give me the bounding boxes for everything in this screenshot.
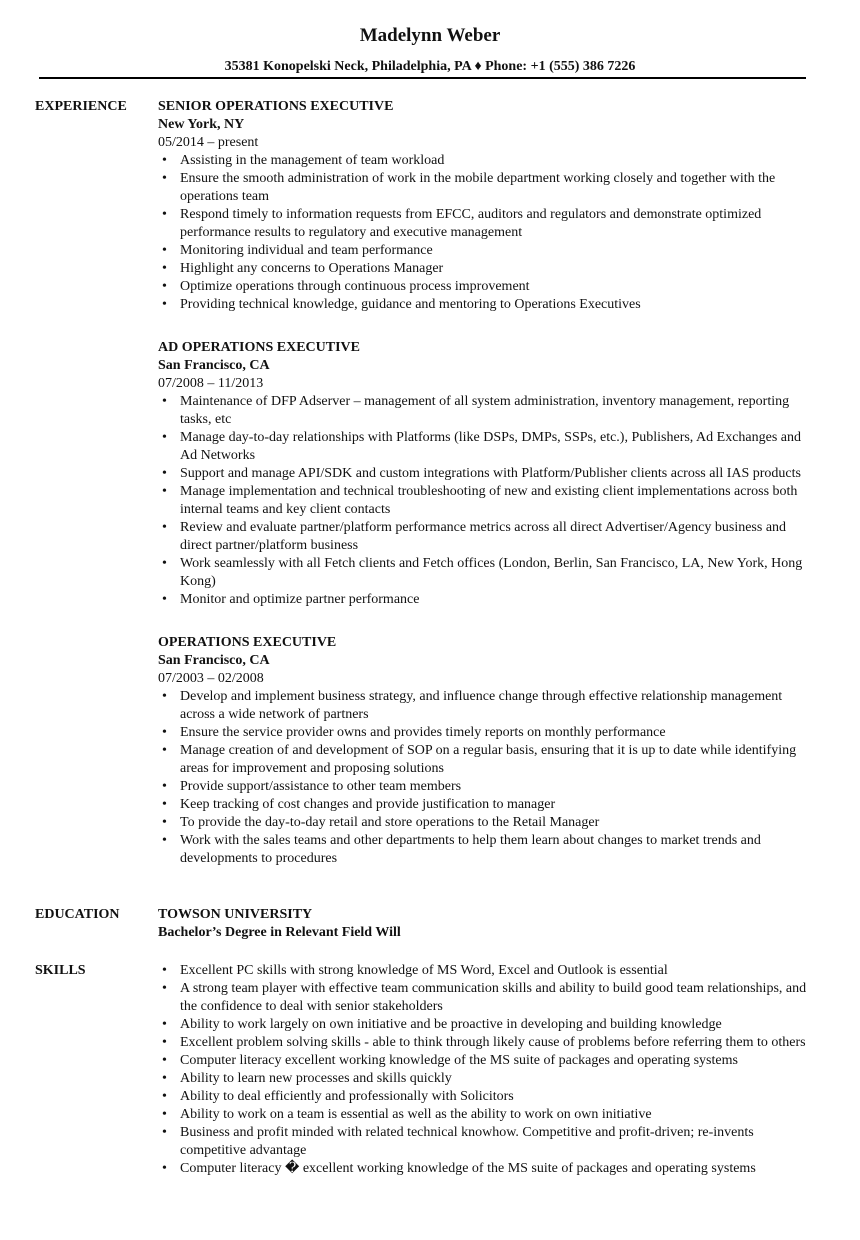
education-body	[158, 906, 813, 942]
list-item: • Ability to work largely on own initiative and be proactive in developing and building knowledge	[158, 1016, 813, 1034]
resume-header	[0, 24, 860, 76]
skills-body	[158, 962, 813, 1178]
list-item: • A strong team player with effective team communication skills and ability to build good team relationships, and the confidence to deal with senior stakeholders	[158, 980, 813, 1016]
list-item: • Maintenance of DFP Adserver – management of all system administration, inventory management, reporting tasks, etc	[158, 393, 813, 429]
degree: Bachelor’s Degree in Relevant Field Will	[158, 925, 401, 940]
list-item: • To provide the day-to-day retail and store operations to the Retail Manager	[158, 814, 813, 832]
job-title: SENIOR OPERATIONS EXECUTIVE	[158, 99, 394, 114]
list-item: • Respond timely to information requests from EFCC, auditors and regulators and demonstrate optimized performance results to regulatory and executive management	[158, 206, 813, 242]
list-item: • Review and evaluate partner/platform performance metrics across all direct Advertiser/Agency business and direct partner/platform business	[158, 519, 813, 555]
list-item: • Highlight any concerns to Operations Manager	[158, 260, 813, 278]
list-item: • Manage implementation and technical troubleshooting of new and existing client implementations across both internal teams and key client contacts	[158, 483, 813, 519]
list-item: • Ensure the service provider owns and provides timely reports on monthly performance	[158, 724, 813, 742]
list-item: • Computer literacy excellent working knowledge of the MS suite of packages and operating systems	[158, 1052, 813, 1070]
list-item: • Excellent PC skills with strong knowledge of MS Word, Excel and Outlook is essential	[158, 962, 813, 980]
job-bullets	[158, 688, 813, 868]
job-location: New York, NY	[158, 117, 245, 132]
list-item: • Business and profit minded with related technical knowhow. Competitive and profit-driven; re-invents competitive advantage	[158, 1124, 813, 1160]
job-entry	[158, 339, 813, 609]
list-item: • Work with the sales teams and other departments to help them learn about changes to market trends and developments to procedures	[158, 832, 813, 868]
skills-label: SKILLS	[35, 963, 86, 978]
list-item: • Ability to deal efficiently and professionally with Solicitors	[158, 1088, 813, 1106]
education-label: EDUCATION	[35, 907, 120, 922]
list-item: • Manage creation of and development of SOP on a regular basis, ensuring that it is up to date while identifying areas for improvement and proposing solutions	[158, 742, 813, 778]
job-entry	[158, 634, 813, 868]
candidate-name: Madelynn Weber	[359, 25, 501, 46]
list-item: • Ability to work on a team is essential as well as the ability to work on own initiative	[158, 1106, 813, 1124]
list-item: • Manage day-to-day relationships with Platforms (like DSPs, DMPs, SSPs, etc.), Publishers, Ad Exchanges and Ad Networks	[158, 429, 813, 465]
job-location: San Francisco, CA	[158, 358, 270, 373]
job-title: OPERATIONS EXECUTIVE	[158, 635, 337, 650]
contact-line: 35381 Konopelski Neck, Philadelphia, PA ♦ Phone: +1 (555) 386 7226	[224, 59, 636, 74]
job-location: San Francisco, CA	[158, 653, 270, 668]
list-item: • Optimize operations through continuous process improvement	[158, 278, 813, 296]
school-name: TOWSON UNIVERSITY	[158, 907, 313, 922]
list-item: • Providing technical knowledge, guidance and mentoring to Operations Executives	[158, 296, 813, 314]
list-item: • Computer literacy � excellent working knowledge of the MS suite of packages and operating systems	[158, 1160, 813, 1178]
list-item: • Keep tracking of cost changes and provide justification to manager	[158, 796, 813, 814]
job-title: AD OPERATIONS EXECUTIVE	[158, 340, 360, 355]
job-dates: 07/2008 – 11/2013	[158, 376, 264, 391]
job-entry	[158, 98, 813, 314]
list-item: • Monitor and optimize partner performance	[158, 591, 813, 609]
list-item: • Provide support/assistance to other team members	[158, 778, 813, 796]
list-item: • Assisting in the management of team workload	[158, 152, 813, 170]
job-dates: 07/2003 – 02/2008	[158, 671, 264, 686]
skills-list	[158, 962, 813, 1178]
header-divider	[39, 77, 806, 79]
list-item: • Ability to learn new processes and skills quickly	[158, 1070, 813, 1088]
list-item: • Excellent problem solving skills - able to think through likely cause of problems before referring them to others	[158, 1034, 813, 1052]
list-item: • Monitoring individual and team performance	[158, 242, 813, 260]
job-bullets	[158, 393, 813, 609]
list-item: • Ensure the smooth administration of work in the mobile department working closely and together with the operations team	[158, 170, 813, 206]
list-item: • Support and manage API/SDK and custom integrations with Platform/Publisher clients across all IAS products	[158, 465, 813, 483]
experience-body	[158, 98, 813, 868]
job-bullets	[158, 152, 813, 314]
list-item: • Work seamlessly with all Fetch clients and Fetch offices (London, Berlin, San Francisco, LA, New York, Hong Kong)	[158, 555, 813, 591]
job-dates: 05/2014 – present	[158, 135, 259, 150]
experience-label: EXPERIENCE	[35, 99, 127, 114]
list-item: • Develop and implement business strategy, and influence change through effective relationship management across a wide network of partners	[158, 688, 813, 724]
